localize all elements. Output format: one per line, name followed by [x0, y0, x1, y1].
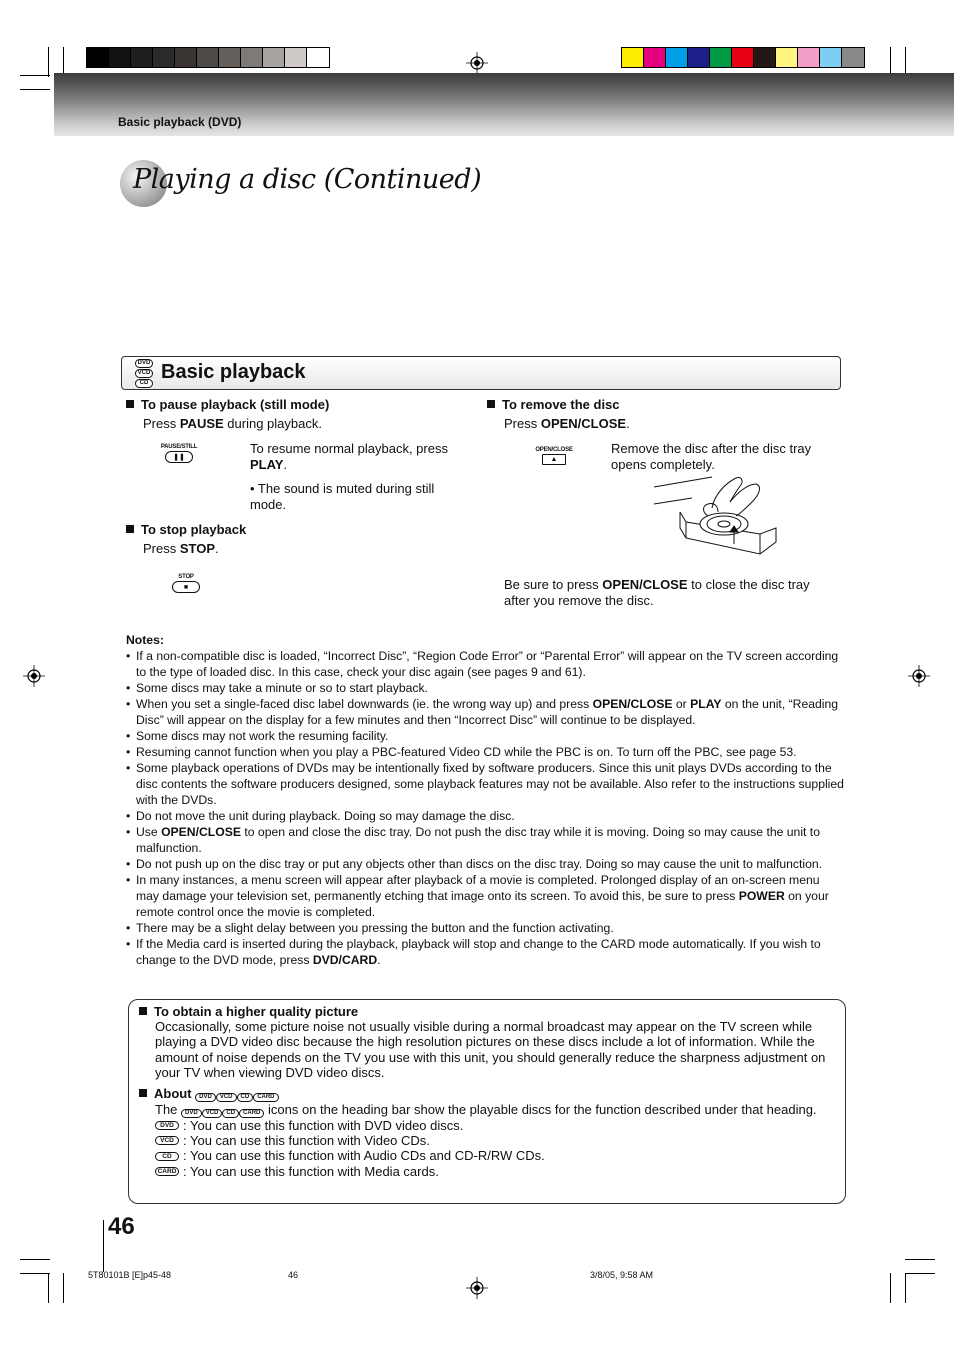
about-heading: About DVD VCD CD CARD [139, 1086, 829, 1102]
pause-icon: ❚❚ [165, 451, 193, 463]
notes-heading: Notes: [126, 633, 164, 647]
section-label: Basic playback (DVD) [118, 115, 242, 129]
note-item: • Resuming cannot function when you play a PBC-featured Video CD while the PBC is on. To turn off the PBC, see page 53. [126, 744, 844, 760]
crop-mark [20, 75, 50, 76]
page-number: 46 [108, 1213, 135, 1240]
registration-mark-icon [908, 665, 930, 687]
footer-page-number: 46 [288, 1270, 299, 1280]
quality-text: Occasionally, some picture noise not usually visible during a normal broadcast may appear on the TV screen while playing a DVD video disc because the high resolution pictures on these discs include a lot of information. While the amount of noise depends on the TV you use with this unit, you should generally reduce the sharpness adjustment on your TV when viewing DVD video discs. [155, 1019, 826, 1080]
cd-badge-icon: CD [237, 1093, 254, 1102]
calibration-swatch [307, 48, 329, 67]
square-bullet-icon [126, 525, 134, 533]
info-box [128, 999, 846, 1204]
vcd-badge-icon: VCD [202, 1109, 223, 1118]
calibration-swatch [263, 48, 285, 67]
dvd-badge-icon: DVD [195, 1093, 216, 1102]
legend-item: VCD : You can use this function with Video CDs. [155, 1133, 829, 1148]
note-item: • There may be a slight delay between you pressing the button and the function activating. [126, 920, 844, 936]
calibration-swatch [820, 48, 842, 67]
crop-mark [48, 1273, 49, 1303]
note-item: • Do not move the unit during playback. Doing so may damage the disc. [126, 808, 844, 824]
open-close-button: OPEN/CLOSE ▲ [535, 447, 573, 463]
stop-button: STOP ■ [165, 574, 207, 593]
stop-instruction: Press STOP. [143, 541, 219, 556]
dvd-badge-icon: DVD [155, 1121, 179, 1130]
card-badge-icon: CARD [253, 1093, 278, 1102]
page-number-rule [103, 1220, 104, 1272]
calibration-swatch [754, 48, 776, 67]
note-item: • Some discs may take a minute or so to start playback. [126, 680, 844, 696]
calibration-swatch [153, 48, 175, 67]
disc-tray-removal-illustration [652, 472, 780, 570]
calibration-swatch [109, 48, 131, 67]
cd-badge-icon: CD [135, 379, 153, 388]
disc-type-badges [130, 359, 158, 389]
remove-instruction: Press OPEN/CLOSE. [504, 416, 630, 431]
note-item: • Do not push up on the disc tray or put any objects other than discs on the disc tray. Doing so may cause the unit to malfunction. [126, 856, 844, 872]
legend-item: DVD : You can use this function with DVD video discs. [155, 1118, 829, 1133]
calibration-swatch [710, 48, 732, 67]
crop-mark [905, 1273, 935, 1274]
cd-badge-icon: CD [155, 1152, 179, 1161]
basic-playback-heading-bar [121, 356, 841, 390]
calibration-swatch [175, 48, 197, 67]
pause-instruction: Press PAUSE during playback. [143, 416, 322, 431]
pause-still-button: PAUSE/STILL ❚❚ [160, 444, 198, 461]
calibration-swatch [798, 48, 820, 67]
calibration-swatch [776, 48, 798, 67]
legend-item: CARD : You can use this function with Media cards. [155, 1164, 829, 1179]
crop-mark [20, 1259, 50, 1260]
registration-mark-icon [466, 52, 488, 74]
basic-playback-heading: Basic playback [161, 361, 306, 383]
calibration-swatch [285, 48, 307, 67]
muted-note: • The sound is muted during still mode. [250, 481, 435, 512]
remove-disc-heading: To remove the disc [487, 397, 620, 412]
note-item: • If a non-compatible disc is loaded, “Incorrect Disc”, “Region Code Error” or “Parental Error” will appear on the TV screen according to the type of loaded disc. In this case, check your disc again (see pages 9 and 61). [126, 648, 844, 680]
crop-mark [63, 1273, 64, 1303]
notes-section [126, 632, 844, 968]
dvd-badge-icon: DVD [135, 359, 153, 368]
calibration-swatch [87, 48, 109, 67]
note-item: • When you set a single-faced disc label downwards (ie. the wrong way up) and press OPEN/CLOSE or PLAY on the unit, “Reading Disc” will appear on the display for a few minutes and then “Incorrect Disc” will continue to be displayed. [126, 696, 844, 728]
stop-heading: To stop playback [126, 522, 246, 537]
page-title: Playing a disc (Continued) [133, 164, 482, 195]
stop-icon: ■ [172, 581, 200, 593]
pause-heading: To pause playback (still mode) [126, 397, 329, 412]
calibration-swatch [732, 48, 754, 67]
about-text: The DVD VCD CD CARD icons on the heading bar show the playable discs for the function described under that heading. [155, 1102, 817, 1118]
card-badge-icon: CARD [239, 1109, 264, 1118]
calibration-swatch [131, 48, 153, 67]
registration-mark-icon [23, 665, 45, 687]
crop-mark [20, 89, 50, 90]
calibration-swatch [842, 48, 864, 67]
crop-mark [905, 1273, 906, 1303]
note-item: • Some discs may not work the resuming facility. [126, 728, 844, 744]
close-tray-reminder: Be sure to press OPEN/CLOSE to close the disc tray after you remove the disc. [504, 577, 810, 608]
cd-badge-icon: CD [222, 1109, 239, 1118]
calibration-swatch [241, 48, 263, 67]
crop-mark [890, 1273, 891, 1303]
remove-description: Remove the disc after the disc tray opens completely. [611, 441, 812, 472]
calibration-swatch [622, 48, 644, 67]
color-calibration-bar [621, 47, 865, 68]
vcd-badge-icon: VCD [216, 1093, 237, 1102]
square-bullet-icon [487, 400, 495, 408]
registration-mark-icon [466, 1277, 488, 1299]
square-bullet-icon [139, 1089, 147, 1097]
note-item: • Use OPEN/CLOSE to open and close the disc tray. Do not push the disc tray while it is moving. Doing so may cause the unit to malfunction. [126, 824, 844, 856]
card-badge-icon: CARD [155, 1167, 179, 1176]
footer-timestamp: 3/8/05, 9:58 AM [590, 1270, 654, 1280]
crop-mark [20, 1273, 50, 1274]
calibration-swatch [644, 48, 666, 67]
legend-item: CD : You can use this function with Audio CDs and CD-R/RW CDs. [155, 1148, 829, 1163]
quality-heading: To obtain a higher quality picture [139, 1004, 829, 1019]
vcd-badge-icon: VCD [135, 369, 153, 378]
badge-legend [139, 1118, 829, 1179]
eject-icon: ▲ [542, 454, 566, 465]
note-item: • If the Media card is inserted during the playback, playback will stop and change to the CARD mode automatically. If you wish to change to the DVD mode, press DVD/CARD. [126, 936, 844, 968]
calibration-swatch [688, 48, 710, 67]
calibration-swatch [197, 48, 219, 67]
calibration-swatch [666, 48, 688, 67]
grayscale-calibration-bar [86, 47, 330, 68]
note-item: • Some playback operations of DVDs may be intentionally fixed by software producers. Since this unit plays DVDs according to the disc contents the software producers designed, some playback features may not be available. Also refer to the instructions supplied with the DVDs. [126, 760, 844, 808]
calibration-swatch [219, 48, 241, 67]
square-bullet-icon [126, 400, 134, 408]
note-item: • In many instances, a menu screen will appear after playback of a movie is completed. Prolonged display of an on-screen menu may damage your television set, permanently etching that image onto its screen. To avoid this, be sure to press POWER on your remote control once the movie is completed. [126, 872, 844, 920]
resume-instruction: To resume normal playback, press PLAY. [250, 441, 448, 472]
footer-file-name: 5T80101B [E]p45-48 [88, 1270, 172, 1280]
vcd-badge-icon: VCD [155, 1136, 179, 1145]
notes-list [126, 648, 844, 968]
dvd-badge-icon: DVD [181, 1109, 202, 1118]
square-bullet-icon [139, 1007, 147, 1015]
crop-mark [905, 1259, 935, 1260]
crop-mark [48, 47, 49, 77]
